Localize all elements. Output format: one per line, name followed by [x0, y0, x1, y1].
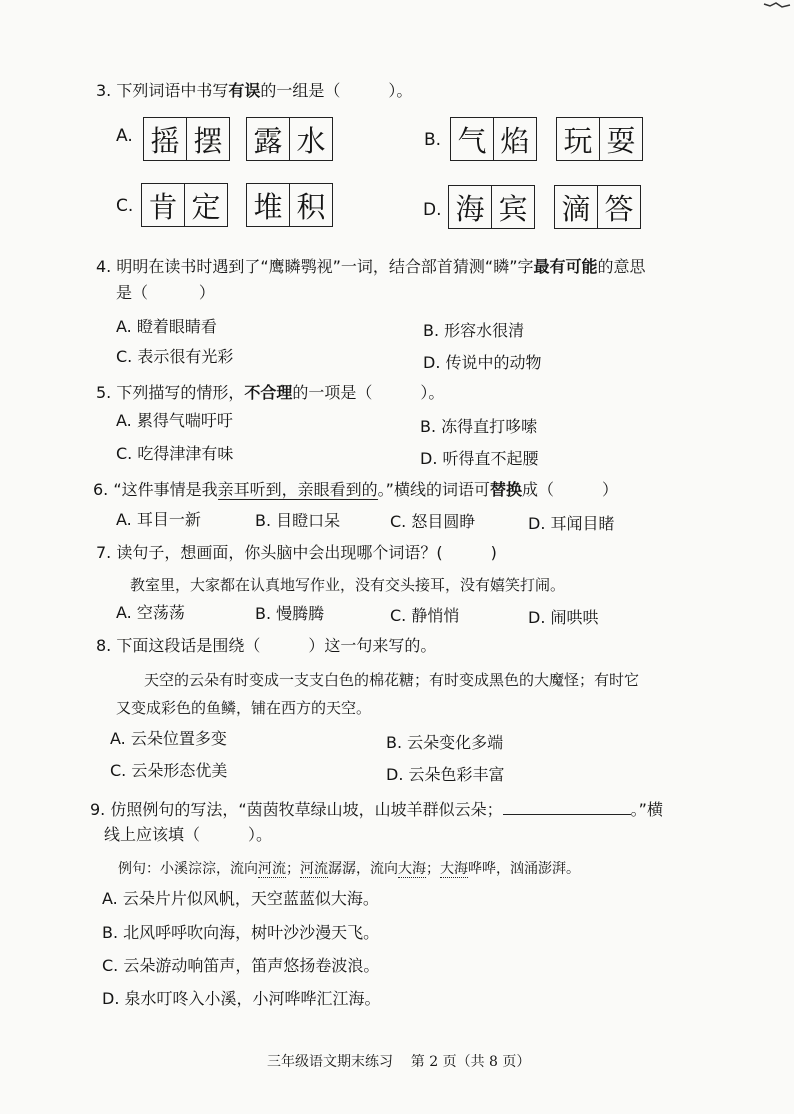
- char-cell: 海: [455, 191, 485, 226]
- char-cell: 肯: [148, 189, 178, 224]
- q3-option-a-word-1: [143, 117, 230, 161]
- q5-option-b: B. 冻得直打哆嗦: [420, 417, 538, 436]
- q8-option-b: B. 云朵变化多端: [386, 733, 504, 752]
- char-cell: 气: [457, 123, 487, 158]
- q5-option-a: A. 累得气喘吁吁: [116, 411, 233, 430]
- q4-option-a: A. 瞪着眼睛看: [116, 317, 217, 336]
- q4-option-c: C. 表示很有光彩: [116, 347, 234, 366]
- char-cell: 玩: [563, 123, 593, 158]
- char-cell: 焰: [493, 118, 536, 160]
- char-cell: 露: [253, 123, 283, 158]
- q6-option-b: B. 目瞪口呆: [255, 511, 341, 530]
- q4-option-b: B. 形容水很清: [423, 321, 525, 340]
- q3-option-a-label: A.: [116, 126, 133, 146]
- q7-option-d: D. 闹哄哄: [528, 608, 599, 627]
- q9-option-d: D. 泉水叮咚入小溪，小河哗哗汇江海。: [102, 989, 381, 1008]
- q9-stem-line-2: 线上应该填（ ）。: [104, 825, 273, 844]
- char-cell: 堆: [253, 189, 283, 224]
- page-footer: 三年级语文期末练习 第 2 页（共 8 页）: [267, 1054, 531, 1070]
- q8-passage-line-2: 又变成彩色的鱼鳞，铺在西方的天空。: [116, 699, 372, 717]
- q5-option-c: C. 吃得津津有味: [116, 444, 234, 463]
- char-cell: 滴: [561, 191, 591, 226]
- q3-option-b-word-1: [450, 117, 537, 161]
- char-cell: 答: [597, 186, 640, 228]
- q8-passage-line-1: 天空的云朵有时变成一支支白色的棉花糖；有时变成黑色的大魔怪；有时它: [144, 671, 640, 689]
- answer-blank[interactable]: [503, 800, 631, 815]
- q3-option-d-word-1: [448, 185, 535, 229]
- q6-stem: 6. “这件事情是我亲耳听到，亲眼看到的。”横线的词语可替换成（ ）: [93, 480, 619, 499]
- q3-option-c-word-2: [246, 183, 333, 227]
- q4-stem-line-1: 4. 明明在读书时遇到了“鹰瞵鹗视”一词，结合部首猜测“瞵”字最有可能的意思: [96, 257, 646, 276]
- q7-passage: 教室里，大家都在认真地写作业，没有交头接耳，没有嬉笑打闹。: [130, 576, 566, 594]
- char-cell: 摆: [186, 118, 229, 160]
- q3-option-b-word-2: [556, 117, 643, 161]
- q5-option-d: D. 听得直不起腰: [420, 449, 539, 468]
- q3-option-b-label: B.: [424, 130, 442, 150]
- q8-stem: 8. 下面这段话是围绕（ ）这一句来写的。: [96, 636, 437, 655]
- q8-option-d: D. 云朵色彩丰富: [386, 765, 505, 784]
- q6-option-a: A. 耳目一新: [116, 510, 201, 529]
- char-cell: 耍: [599, 118, 642, 160]
- q9-example: 例句：小溪淙淙，流向河流；河流潺潺，流向大海；大海哗哗，汹涌澎湃。: [118, 861, 580, 877]
- char-cell: 水: [289, 118, 332, 160]
- q3-option-d-word-2: [554, 185, 641, 229]
- char-cell: 宾: [491, 186, 534, 228]
- char-cell: 摇: [150, 123, 180, 158]
- char-cell: 积: [289, 184, 332, 226]
- q7-option-b: B. 慢腾腾: [255, 604, 325, 623]
- q6-underlined-phrase: 亲耳听到，亲眼看到的: [217, 480, 378, 499]
- q9-option-b: B. 北风呼呼吹向海，树叶沙沙漫天飞。: [102, 923, 380, 942]
- q9-option-c: C. 云朵游动响笛声，笛声悠扬卷波浪。: [102, 956, 380, 975]
- q7-option-a: A. 空荡荡: [116, 603, 185, 622]
- q3-stem: 3. 下列词语中书写有误的一组是（ ）。: [96, 81, 413, 100]
- q6-option-c: C. 怒目圆睁: [390, 512, 476, 531]
- q3-option-a-word-2: [246, 117, 333, 161]
- q9-stem-line-1: 9. 仿照例句的写法，“茵茵牧草绿山坡，山坡羊群似云朵； 。”横: [90, 800, 663, 819]
- q7-stem: 7. 读句子，想画面，你头脑中会出现哪个词语？( ): [96, 543, 497, 562]
- char-cell: 定: [184, 184, 227, 226]
- q9-option-a: A. 云朵片片似风帆，天空蓝蓝似大海。: [102, 889, 379, 908]
- q6-option-d: D. 耳闻目睹: [528, 514, 615, 533]
- q4-stem-line-2: 是（ ）: [116, 283, 215, 302]
- q3-option-c-label: C.: [116, 196, 134, 216]
- q4-option-d: D. 传说中的动物: [423, 353, 542, 372]
- q8-option-c: C. 云朵形态优美: [110, 761, 228, 780]
- q8-option-a: A. 云朵位置多变: [110, 729, 227, 748]
- scan-corner-mark: [762, 0, 792, 12]
- q7-option-c: C. 静悄悄: [390, 606, 460, 625]
- q3-option-d-label: D.: [423, 200, 442, 220]
- q3-option-c-word-1: [141, 183, 228, 227]
- q5-stem: 5. 下列描写的情形，不合理的一项是（ ）。: [96, 383, 445, 402]
